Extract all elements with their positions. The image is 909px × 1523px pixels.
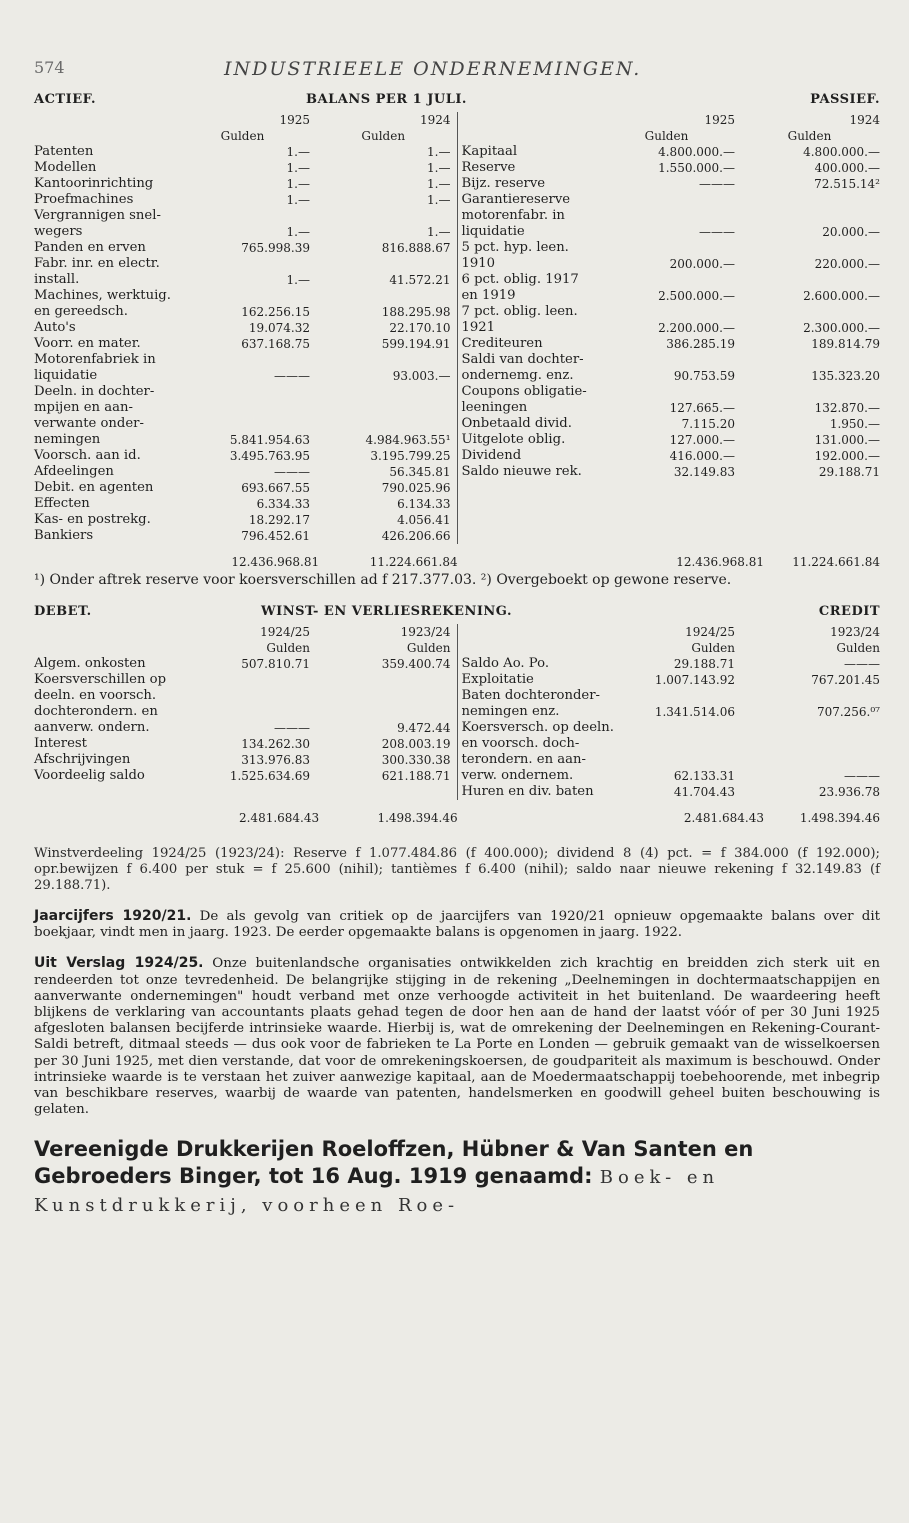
unit-col: Gulden xyxy=(361,129,406,143)
row-value xyxy=(175,704,316,720)
row-label: Bijz. reserve xyxy=(457,176,598,192)
year-col: 1923/24 xyxy=(400,625,451,639)
row-value: 6.334.33 xyxy=(256,497,310,511)
row-label: Dividend xyxy=(457,448,598,464)
row-value: 4.056.41 xyxy=(397,513,451,527)
row-label: Koersversch. op deeln. xyxy=(457,720,598,736)
row-value xyxy=(739,528,880,544)
row-value xyxy=(739,688,880,704)
row-label: Effecten xyxy=(34,496,90,511)
row-label: ondernemg. enz. xyxy=(457,368,598,384)
winstverdeeling-text: Winstverdeeling 1924/25 (1923/24): Reserve f 1.077.484.86 (f 400.000); dividend 8 (4) pct. = f 384.000 (f 192.000); opr.bewijzen f 6.400 per stuk = f 25.600 (nihil); tantièmes f 6.400 (nihil); saldo naar nieuwe rekening f 32.149.83 (f 29.188.71). xyxy=(34,846,880,893)
row-label: wegers xyxy=(34,224,83,239)
table-row xyxy=(34,464,880,480)
row-value: 220.000.— xyxy=(814,257,880,271)
row-label xyxy=(457,512,598,528)
table-row xyxy=(34,512,880,528)
row-label: Auto's xyxy=(34,320,76,335)
row-label: Machines, werktuig. xyxy=(34,288,171,303)
total-value: 1.498.394.46 xyxy=(799,811,880,825)
row-value xyxy=(739,240,880,256)
row-label: Fabr. inr. en electr. xyxy=(34,256,160,271)
row-label: Voorr. en mater. xyxy=(34,336,141,351)
row-value: 19.074.32 xyxy=(248,321,310,335)
row-value xyxy=(739,272,880,288)
row-value xyxy=(316,672,457,688)
row-value: 29.188.71 xyxy=(673,657,735,671)
row-value xyxy=(175,288,316,304)
row-value: 790.025.96 xyxy=(381,481,451,495)
winst-title: WINST- EN VERLIESREKENING. xyxy=(261,604,512,619)
row-label: Saldo Ao. Po. xyxy=(457,656,598,672)
row-value: 4.800.000.— xyxy=(803,145,880,159)
row-value: 765.998.39 xyxy=(241,241,310,255)
row-value: 416.000.— xyxy=(669,449,735,463)
winst-totals xyxy=(34,800,880,826)
table-row xyxy=(34,416,880,432)
row-label: motorenfabr. in xyxy=(457,208,598,224)
row-label: leeningen xyxy=(457,400,598,416)
total-value: 12.436.968.81 xyxy=(676,555,764,569)
table-row xyxy=(34,752,880,768)
row-value: 426.206.66 xyxy=(381,529,451,543)
row-label: 6 pct. oblig. 1917 xyxy=(457,272,598,288)
row-label: Kapitaal xyxy=(457,144,598,160)
row-value: 1.— xyxy=(286,161,310,175)
row-value xyxy=(316,400,457,416)
row-value xyxy=(598,384,739,400)
row-label: Interest xyxy=(34,736,87,751)
table-row xyxy=(34,432,880,448)
row-label: mpijen en aan- xyxy=(34,400,133,415)
row-value: ——— xyxy=(844,657,880,671)
row-label: 5 pct. hyp. leen. xyxy=(457,240,598,256)
row-label: Afschrijvingen xyxy=(34,752,131,767)
row-value: 4.984.963.55¹ xyxy=(365,433,451,447)
row-value: ——— xyxy=(274,721,310,735)
row-label: Vergrannigen snel- xyxy=(34,208,161,223)
next-entry-rest: Boek- en Kunstdrukkerij, voorheen Roe- xyxy=(34,1167,720,1217)
total-value: 11.224.661.84 xyxy=(369,555,458,569)
year-col: 1924 xyxy=(849,113,880,127)
row-value: 1.007.143.92 xyxy=(654,673,735,687)
row-value xyxy=(598,720,739,736)
row-value xyxy=(175,208,316,224)
row-value: 192.000.— xyxy=(814,449,880,463)
row-value xyxy=(739,192,880,208)
row-value: 313.976.83 xyxy=(241,753,310,767)
row-value xyxy=(598,208,739,224)
row-value: ——— xyxy=(699,225,735,239)
row-value: 5.841.954.63 xyxy=(229,433,310,447)
row-label: 1921 xyxy=(457,320,598,336)
row-value xyxy=(175,672,316,688)
row-value: 2.600.000.— xyxy=(803,289,880,303)
row-value: 132.870.— xyxy=(814,401,880,415)
row-value: 1.— xyxy=(427,177,451,191)
row-label: Uitgelote oblig. xyxy=(457,432,598,448)
row-value xyxy=(316,704,457,720)
row-label: verwante onder- xyxy=(34,416,144,431)
row-label: dochterondern. en xyxy=(34,704,158,719)
row-value: 816.888.67 xyxy=(381,241,451,255)
row-value: 1.— xyxy=(427,225,451,239)
next-entry-heading xyxy=(34,1136,880,1219)
row-label xyxy=(34,784,175,800)
table-row xyxy=(34,768,880,784)
year-col: 1925 xyxy=(279,113,310,127)
row-value xyxy=(739,208,880,224)
debet-heading: DEBET. xyxy=(34,604,92,619)
row-label: aanverw. ondern. xyxy=(34,720,150,735)
unit-col: Gulden xyxy=(406,641,451,655)
table-row xyxy=(34,144,880,160)
row-value xyxy=(316,688,457,704)
total-value: 2.481.684.43 xyxy=(683,811,764,825)
table-row xyxy=(34,384,880,400)
year-col: 1923/24 xyxy=(830,625,880,639)
row-value xyxy=(598,528,739,544)
row-label: Panden en erven xyxy=(34,240,146,255)
row-label: terondern. en aan- xyxy=(457,752,598,768)
row-value xyxy=(316,288,457,304)
table-row xyxy=(34,784,880,800)
row-value: 29.188.71 xyxy=(818,465,880,479)
total-value: 2.481.684.43 xyxy=(238,811,320,825)
row-value: 1.— xyxy=(427,161,451,175)
row-label xyxy=(457,480,598,496)
row-label: Coupons obligatie- xyxy=(457,384,598,400)
row-value: 189.814.79 xyxy=(811,337,880,351)
row-value: 386.285.19 xyxy=(666,337,735,351)
unit-col: Gulden xyxy=(644,129,689,143)
table-row xyxy=(34,256,880,272)
row-value: 41.704.43 xyxy=(673,785,735,799)
row-value: 1.525.634.69 xyxy=(229,769,310,783)
profit-loss-table xyxy=(34,604,880,800)
row-value xyxy=(598,192,739,208)
row-label: Kas- en postrekg. xyxy=(34,512,151,527)
row-value: 637.168.75 xyxy=(241,337,310,351)
row-value xyxy=(316,352,457,368)
row-label: Debit. en agenten xyxy=(34,480,154,495)
table-row xyxy=(34,288,880,304)
row-value xyxy=(739,512,880,528)
unit-col: Gulden xyxy=(266,641,310,655)
row-value: 621.188.71 xyxy=(381,769,451,783)
row-value: 599.194.91 xyxy=(381,337,451,351)
row-value: 767.201.45 xyxy=(811,673,880,687)
table-row xyxy=(34,336,880,352)
table-row xyxy=(34,208,880,224)
verslag-lead: Uit Verslag 1924/25. xyxy=(34,955,204,972)
row-label: Reserve xyxy=(457,160,598,176)
row-value: 400.000.— xyxy=(814,161,880,175)
row-label: Garantiereserve xyxy=(457,192,598,208)
year-col: 1925 xyxy=(704,113,735,127)
table-row xyxy=(34,272,880,288)
row-label: Proefmachines xyxy=(34,192,134,207)
unit-col: Gulden xyxy=(220,129,265,143)
row-value: 693.667.55 xyxy=(241,481,310,495)
passief-heading: PASSIEF. xyxy=(810,92,880,107)
row-value xyxy=(598,304,739,320)
table-row xyxy=(34,736,880,752)
row-label: liquidatie xyxy=(457,224,598,240)
row-value xyxy=(739,384,880,400)
row-value xyxy=(175,400,316,416)
row-value: 20.000.— xyxy=(822,225,880,239)
verslag-text: Onze buitenlandsche organisaties ontwikkelden zich krachtig en breidden zich sterk uit en rendeerden tot onze tevredenheid. De belangrijke stijging in de rekening „Deelnemingen in dochtermaatschappijen en aanverwante ondernemingen" houdt verband met onze verhoogde activiteit in het buitenland. De waardeering heeft blijkens de verklaring van accountants plaats gehad tegen de door hen aan de hand der laatst vóór of per 30 Juni 1925 afgesloten balansen becijferde intrinsieke waarde. Hierbij is, wat de omrekening der Deelnemingen en Rekening-Courant-Saldi betreft, ditmaal steeds — dus ook voor de fabrieken te La Porte en Londen — gebruik gemaakt van de wisselkoersen per 30 Juni 1925, met dien verstande, dat voor de omrekeningskoersen, de goudpariteit als maximum is beschouwd. Onder intrinsieke waarde is te verstaan het zuiver aanwezige kapitaal, aan de Moedermaatschappij toebehoorende, met inbegrip van beschikbare reserves, waarbij de waarde van patenten, handelsmerken en goodwill geheel buiten beschouwing is gelaten. xyxy=(34,956,880,1118)
row-label: Crediteuren xyxy=(457,336,598,352)
row-label xyxy=(457,496,598,512)
unit-col: Gulden xyxy=(787,129,832,143)
row-value: 162.256.15 xyxy=(241,305,310,319)
row-value: 1.— xyxy=(427,145,451,159)
row-value: 208.003.19 xyxy=(381,737,451,751)
row-value: 1.— xyxy=(286,273,310,287)
table-row xyxy=(34,400,880,416)
row-value: 507.810.71 xyxy=(241,657,310,671)
row-label: Saldi van dochter- xyxy=(457,352,598,368)
jaarcijfers-lead: Jaarcijfers 1920/21. xyxy=(34,908,192,924)
row-value: ——— xyxy=(699,177,735,191)
row-value xyxy=(175,256,316,272)
year-col: 1924 xyxy=(419,113,451,127)
row-label: Kantoorinrichting xyxy=(34,176,154,191)
balance-title: BALANS PER 1 JULI. xyxy=(306,92,467,107)
table-row xyxy=(34,368,880,384)
row-value: 1.— xyxy=(286,177,310,191)
row-label xyxy=(457,528,598,544)
row-label: Huren en div. baten xyxy=(457,784,598,800)
row-value: 9.472.44 xyxy=(397,721,451,735)
table-row xyxy=(34,192,880,208)
table-row xyxy=(34,656,880,672)
row-value: 93.003.— xyxy=(392,369,451,383)
table-row xyxy=(34,688,880,704)
jaarcijfers-paragraph xyxy=(34,908,880,941)
actief-heading: ACTIEF. xyxy=(34,92,97,107)
row-value: 3.495.763.95 xyxy=(229,449,310,463)
row-value xyxy=(316,416,457,432)
table-row xyxy=(34,672,880,688)
table-row xyxy=(34,704,880,720)
row-value xyxy=(739,752,880,768)
row-label: install. xyxy=(34,272,80,287)
table-row xyxy=(34,448,880,464)
row-label: en gereedsch. xyxy=(34,304,128,319)
row-value: 127.665.— xyxy=(669,401,735,415)
page-number: 574 xyxy=(34,58,65,77)
row-label: Exploitatie xyxy=(457,672,598,688)
table-row xyxy=(34,720,880,736)
row-value: ——— xyxy=(844,769,880,783)
row-label: Modellen xyxy=(34,160,97,175)
row-value: 1.341.514.06 xyxy=(654,705,735,719)
row-value: 6.134.33 xyxy=(397,497,451,511)
total-value: 12.436.968.81 xyxy=(231,555,320,569)
row-value xyxy=(739,496,880,512)
row-value xyxy=(598,688,739,704)
row-label: Onbetaald divid. xyxy=(457,416,598,432)
row-value xyxy=(175,784,316,800)
running-title: INDUSTRIEELE ONDERNEMINGEN. xyxy=(224,58,642,80)
total-value: 1.498.394.46 xyxy=(377,811,458,825)
row-value: 1.950.— xyxy=(829,417,880,431)
row-label: en 1919 xyxy=(457,288,598,304)
row-value xyxy=(739,480,880,496)
balance-totals xyxy=(34,544,880,570)
verslag-paragraph xyxy=(34,955,880,1118)
row-value xyxy=(598,480,739,496)
year-col: 1924/25 xyxy=(260,625,310,639)
total-value: 11.224.661.84 xyxy=(792,555,880,569)
table-row xyxy=(34,224,880,240)
row-value xyxy=(316,256,457,272)
row-value: 32.149.83 xyxy=(673,465,735,479)
row-value: 22.170.10 xyxy=(389,321,451,335)
row-value xyxy=(739,304,880,320)
row-label: Afdeelingen xyxy=(34,464,114,479)
row-value xyxy=(175,384,316,400)
row-value: 90.753.59 xyxy=(673,369,735,383)
row-value: 1.— xyxy=(286,193,310,207)
row-label: Algem. onkosten xyxy=(34,656,146,671)
row-value: 41.572.21 xyxy=(389,273,451,287)
year-col: 1924/25 xyxy=(685,625,735,639)
row-value xyxy=(175,352,316,368)
row-value xyxy=(598,272,739,288)
row-label: Voorsch. aan id. xyxy=(34,448,141,463)
row-value xyxy=(739,352,880,368)
row-label: Bankiers xyxy=(34,528,94,543)
row-value xyxy=(598,752,739,768)
row-value: 56.345.81 xyxy=(389,465,451,479)
row-label: 7 pct. oblig. leen. xyxy=(457,304,598,320)
row-label: nemingen enz. xyxy=(457,704,598,720)
row-label: verw. ondernem. xyxy=(457,768,598,784)
row-value xyxy=(175,688,316,704)
row-value xyxy=(316,384,457,400)
row-value: 4.800.000.— xyxy=(658,145,735,159)
row-value: 72.515.14² xyxy=(814,177,880,191)
row-value: 200.000.— xyxy=(669,257,735,271)
table-row xyxy=(34,320,880,336)
table-row xyxy=(34,480,880,496)
row-value xyxy=(598,352,739,368)
row-label: en voorsch. doch- xyxy=(457,736,598,752)
unit-col: Gulden xyxy=(691,641,735,655)
row-value: 3.195.799.25 xyxy=(370,449,451,463)
row-value xyxy=(316,208,457,224)
row-value: 7.115.20 xyxy=(681,417,735,431)
row-value: 1.— xyxy=(427,193,451,207)
row-label: 1910 xyxy=(457,256,598,272)
row-value xyxy=(598,496,739,512)
row-value: 62.133.31 xyxy=(673,769,735,783)
row-value xyxy=(316,784,457,800)
row-value: 796.452.61 xyxy=(241,529,310,543)
row-value: 135.323.20 xyxy=(811,369,880,383)
row-value: 18.292.17 xyxy=(248,513,310,527)
table-row xyxy=(34,160,880,176)
row-label: Saldo nieuwe rek. xyxy=(457,464,598,480)
row-label: nemingen xyxy=(34,432,101,447)
row-value: 1.— xyxy=(286,145,310,159)
row-label: deeln. en voorsch. xyxy=(34,688,157,703)
row-value: 127.000.— xyxy=(669,433,735,447)
row-label: Baten dochteronder- xyxy=(457,688,598,704)
next-entry-bold: Vereenigde Drukkerijen Roeloffzen, Hübner & Van Santen en Gebroeders Binger, tot 16 Aug. 1919 genaamd: xyxy=(34,1137,754,1189)
row-value: 134.262.30 xyxy=(241,737,310,751)
row-value: 707.256.⁰⁷ xyxy=(816,705,880,719)
row-label: Motorenfabriek in xyxy=(34,352,156,367)
row-value: 359.400.74 xyxy=(381,657,451,671)
page xyxy=(34,52,880,1219)
row-label: Deeln. in dochter- xyxy=(34,384,155,399)
row-value: 2.300.000.— xyxy=(803,321,880,335)
row-value: 1.— xyxy=(286,225,310,239)
row-value: 131.000.— xyxy=(814,433,880,447)
row-value xyxy=(739,736,880,752)
row-value: ——— xyxy=(274,369,310,383)
row-label: Voordeelig saldo xyxy=(34,768,145,783)
page-header xyxy=(34,52,880,92)
balance-sheet-table xyxy=(34,92,880,544)
unit-col: Gulden xyxy=(836,641,880,655)
row-value: 2.200.000.— xyxy=(658,321,735,335)
row-value xyxy=(598,512,739,528)
table-row xyxy=(34,176,880,192)
table-row xyxy=(34,352,880,368)
row-value xyxy=(598,736,739,752)
table-row xyxy=(34,240,880,256)
row-value: 188.295.98 xyxy=(381,305,451,319)
row-value: 2.500.000.— xyxy=(658,289,735,303)
balance-footnote: ¹) Onder aftrek reserve voor koersverschillen ad f 217.377.03. ²) Overgeboekt op gewone reserve. xyxy=(34,572,732,588)
row-label: Koersverschillen op xyxy=(34,672,167,687)
row-value: 1.550.000.— xyxy=(658,161,735,175)
table-row xyxy=(34,496,880,512)
table-row xyxy=(34,528,880,544)
row-value xyxy=(175,416,316,432)
row-label: liquidatie xyxy=(34,368,98,383)
credit-heading: CREDIT xyxy=(818,604,880,619)
table-row xyxy=(34,304,880,320)
row-value xyxy=(598,240,739,256)
row-value: 23.936.78 xyxy=(818,785,880,799)
row-label: Patenten xyxy=(34,144,94,159)
jaarcijfers-text: De als gevolg van critiek op de jaarcijfers van 1920/21 opnieuw opgemaakte balans over dit boekjaar, vindt men in jaarg. 1923. De eerder opgemaakte balans is opgenomen in jaarg. 1922. xyxy=(34,909,880,941)
row-value: ——— xyxy=(274,465,310,479)
row-value xyxy=(739,720,880,736)
row-value: 300.330.38 xyxy=(381,753,451,767)
